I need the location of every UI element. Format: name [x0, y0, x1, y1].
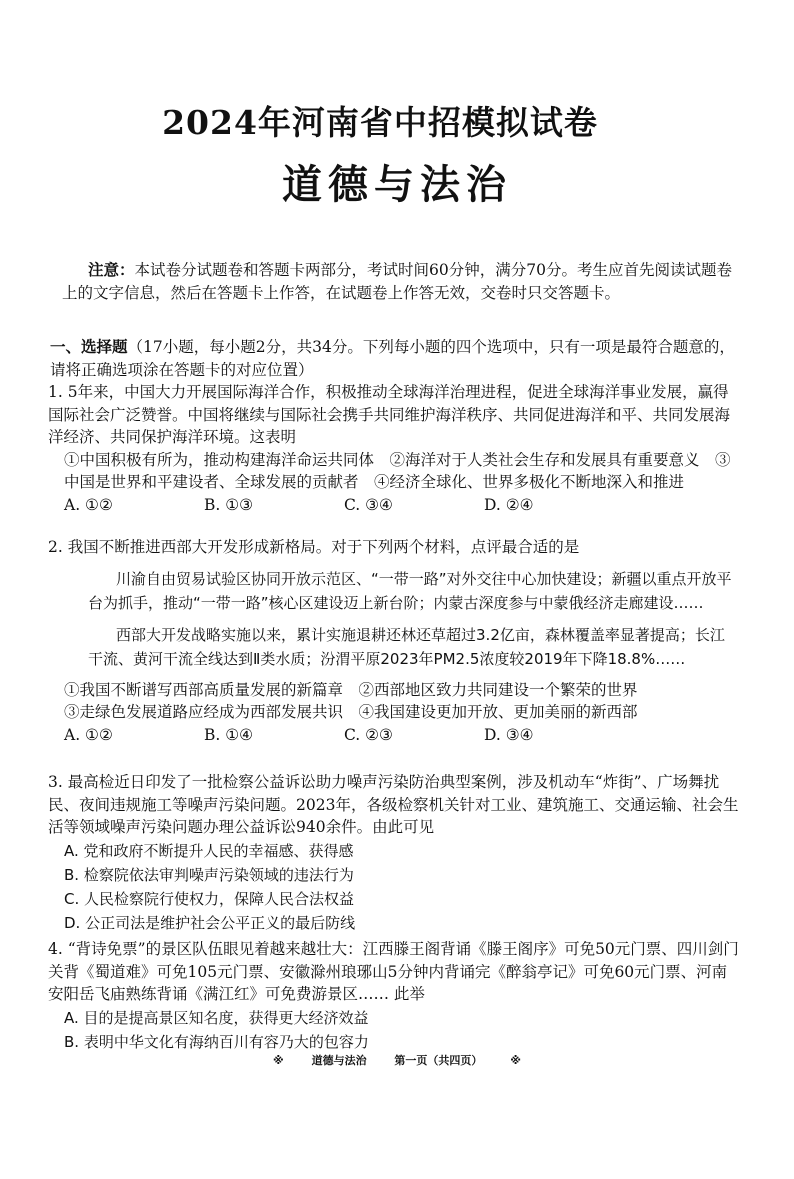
- notice-label: 注意：: [88, 260, 135, 279]
- question-2-items-2: ③走绿色发展道路应经成为西部发展共识 ④我国建设更加开放、更加美丽的新西部: [64, 703, 638, 721]
- section-header: [50, 336, 742, 381]
- question-1-options: [48, 494, 624, 517]
- option-d[interactable]: D. 公正司法是维护社会公平正义的最后防线: [64, 913, 356, 932]
- option-c[interactable]: C. ③④: [344, 495, 393, 514]
- material-1: 川渝自由贸易试验区协同开放示范区、“一带一路”对外交往中心加快建设；新疆以重点开放平台为抓手，推动“一带一路”核心区建设迈上新台阶；内蒙古深度参与中蒙俄经济走廊建设……: [88, 569, 732, 612]
- notice-paragraph: [62, 259, 742, 304]
- option-c[interactable]: C. 人民检察院行使权力，保障人民合法权益: [64, 889, 355, 908]
- section-label: 一、选择题: [50, 337, 128, 356]
- option-d[interactable]: D. ②④: [484, 495, 534, 514]
- exam-title: 2024年河南省中招模拟试卷: [162, 103, 598, 142]
- question-3: [48, 771, 742, 935]
- question-2-stem: 2. 我国不断推进西部大开发形成新格局。对于下列两个材料，点评最合适的是: [48, 538, 580, 556]
- subject-title: 道德与法治: [282, 161, 512, 208]
- option-b[interactable]: B. 检察院依法审判噪声污染领域的违法行为: [64, 865, 354, 884]
- footer-subject: 道德与法治: [311, 1054, 367, 1067]
- option-b[interactable]: B. 表明中华文化有海纳百川有容乃大的包容力: [64, 1032, 369, 1051]
- option-a[interactable]: A. 党和政府不断提升人民的幸福感、获得感: [64, 841, 354, 860]
- material-2: 西部大开发战略实施以来，累计实施退耕还林还草超过3.2亿亩，森林覆盖率显著提高；长江干流、黄河干流全线达到Ⅱ类水质；汾渭平原2023年PM2.5浓度较2019年下降18.8%……: [88, 625, 725, 668]
- question-4-stem: 4. “背诗免票”的景区队伍眼见着越来越壮大：江西滕王阁背诵《滕王阁序》可免50元门票、四川剑门关背《蜀道难》可免105元门票、安徽滁州琅琊山5分钟内背诵完《醉翁亭记》可免60元门票、河南安阳岳飞庙熟练背诵《满江红》可免费游景区…… 此举: [48, 940, 739, 1003]
- footer-mark-left: ※: [273, 1054, 284, 1067]
- section-instructions: （17小题，每小题2分，共34分。下列每小题的四个选项中，只有一项是最符合题意的，请将正确选项涂在答题卡的对应位置）: [50, 338, 735, 379]
- page-footer: [0, 1052, 794, 1068]
- question-2-items-1: ①我国不断谱写西部高质量发展的新篇章 ②西部地区致力共同建设一个繁荣的世界: [64, 680, 638, 699]
- footer-page-number: 第一页（共四页）: [394, 1054, 483, 1067]
- option-b[interactable]: B. ①③: [204, 495, 254, 514]
- option-a[interactable]: A. ①②: [64, 725, 113, 744]
- option-b[interactable]: B. ①④: [204, 725, 254, 744]
- question-4: [48, 938, 742, 1054]
- question-1-items: ①中国积极有所为，推动构建海洋命运共同体 ②海洋对于人类社会生存和发展具有重要意义 ③中国是世界和平建设者、全球发展的贡献者 ④经济全球化、世界多极化不断地深入和推进: [64, 450, 731, 491]
- notice-text: 本试卷分试题卷和答题卡两部分，考试时间60分钟，满分70分。考生应首先阅读试题卷上的文字信息，然后在答题卡上作答，在试题卷上作答无效，交卷时只交答题卡。: [62, 261, 732, 302]
- question-2-options: [48, 724, 624, 747]
- option-a[interactable]: A. 目的是提高景区知名度，获得更大经济效益: [64, 1008, 369, 1027]
- question-1-stem: 1. 5年来，中国大力开展国际海洋合作，积极推动全球海洋治理进程，促进全球海洋事业发展，赢得国际社会广泛赞誉。中国将继续与国际社会携手共同维护海洋秩序、共同促进海洋和平、共同发展海洋经济、共同保护海洋环境。这表明: [48, 383, 731, 446]
- question-1: [48, 381, 742, 516]
- option-c[interactable]: C. ②③: [344, 725, 393, 744]
- question-2: [48, 536, 742, 746]
- option-d[interactable]: D. ③④: [484, 725, 534, 744]
- option-a[interactable]: A. ①②: [64, 495, 113, 514]
- footer-mark-right: ※: [510, 1054, 521, 1067]
- question-3-stem: 3. 最高检近日印发了一批检察公益诉讼助力噪声污染防治典型案例，涉及机动车“炸街”、广场舞扰民、夜间违规施工等噪声污染问题。2023年，各级检察机关针对工业、建筑施工、交通运输、社会生活等领域噪声污染问题办理公益诉讼940余件。由此可见: [48, 773, 739, 836]
